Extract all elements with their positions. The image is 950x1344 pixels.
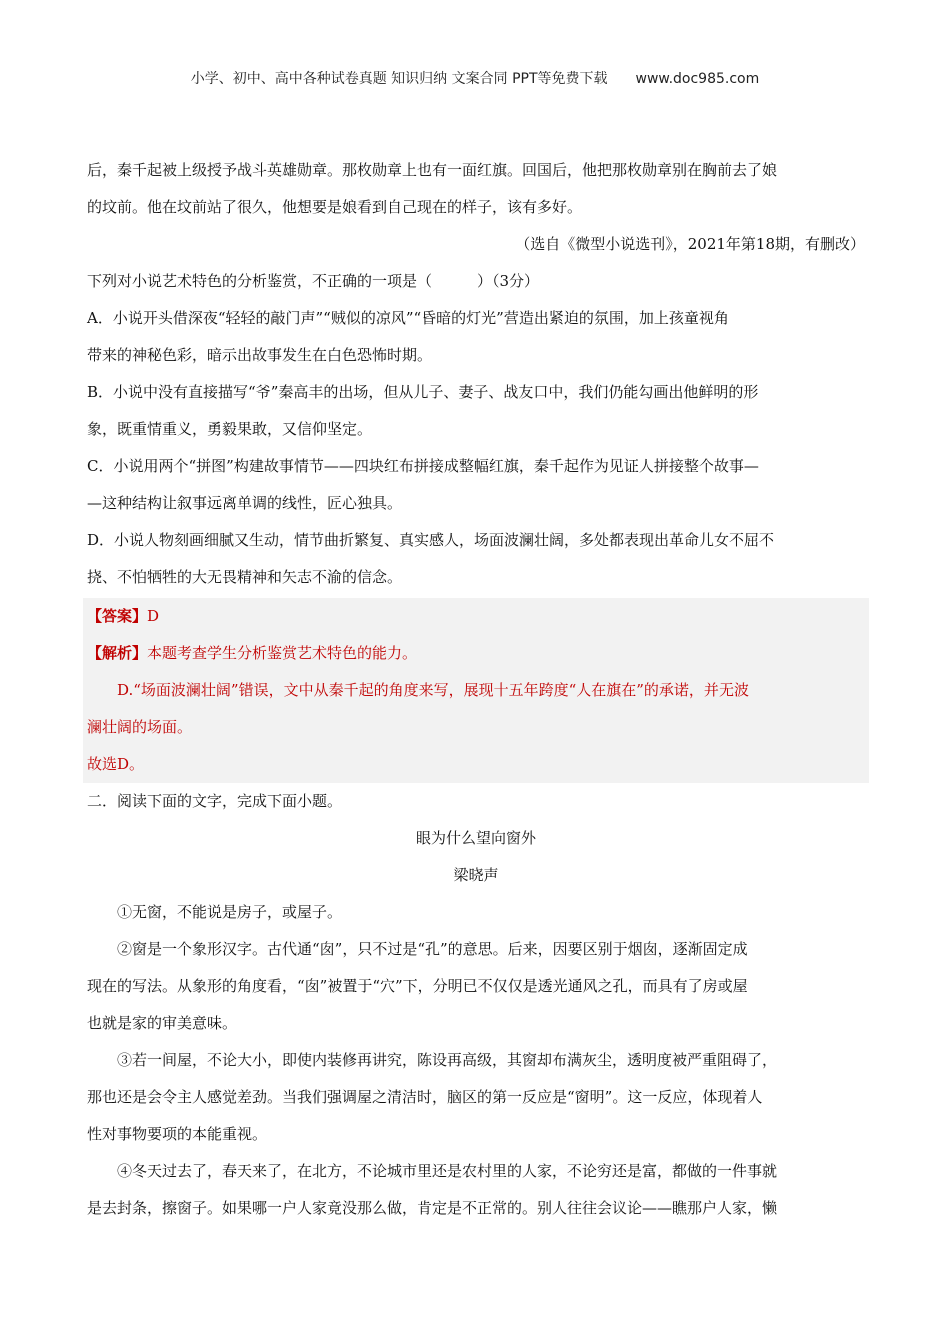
option-line: B．小说中没有直接描写“爷”秦高丰的出场，但从儿子、妻子、战友口中，我们仍能勾画出他鲜明的形 — [87, 383, 759, 401]
passage-line: 的坟前。他在坟前站了很久，他想要是娘看到自己现在的样子，该有多好。 — [87, 198, 583, 216]
passage-line: 后，秦千起被上级授予战斗英雄勋章。那枚勋章上也有一面红旗。回国后，他把那枚勋章别在胸前去了娘 — [87, 161, 778, 179]
option-line: D．小说人物刻画细腻又生动，情节曲折繁复、真实感人，场面波澜壮阔，多处都表现出革命儿女不屈不 — [87, 531, 775, 549]
option-line: 象，既重情重义，勇毅果敢，又信仰坚定。 — [87, 420, 373, 438]
answer-line — [87, 598, 865, 635]
section-heading: 二．阅读下面的文字，完成下面小题。 — [87, 792, 343, 810]
article-line: 现在的写法。从象形的角度看，“囱”被置于“穴”下，分明已不仅仅是透光通风之孔，而具有了房或屋 — [87, 977, 748, 995]
option-line: C．小说用两个“拼图”构建故事情节——四块红布拼接成整幅红旗，秦千起作为见证人拼接整个故事— — [87, 457, 759, 475]
header-url[interactable]: www.doc985.com — [635, 71, 760, 87]
option-line: —这种结构让叙事远离单调的线性，匠心独具。 — [87, 494, 403, 512]
answer-tag: 【答案】 — [87, 607, 148, 625]
article-paragraph-4: ④冬天过去了，春天来了，在北方，不论城市里还是农村里的人家，不论穷还是富，都做的一件事就 — [117, 1162, 778, 1180]
article-line: 是去封条，擦窗子。如果哪一户人家竟没那么做，肯定是不正常的。别人往往会议论——瞧那户人家，懒 — [87, 1199, 778, 1217]
option-d — [87, 522, 865, 596]
source-citation: （选自《微型小说选刊》，2021年第18期，有删改） — [515, 235, 865, 253]
analysis-tag: 【解析】 — [87, 644, 148, 662]
document-body — [87, 152, 865, 1227]
article-line: 那也还是会令主人感觉差劲。当我们强调屋之清洁时，脑区的第一反应是“窗明”。这一反应，体现着人 — [87, 1088, 763, 1106]
option-line: A．小说开头借深夜“轻轻的敲门声”“贼似的凉风”“昏暗的灯光”营造出紧迫的氛围，加上孩童视角 — [87, 309, 729, 327]
article-paragraph-1: ①无窗，不能说是房子，或屋子。 — [117, 903, 343, 921]
article-line: 也就是家的审美意味。 — [87, 1014, 238, 1032]
article-paragraph-2: ②窗是一个象形汉字。古代通“囱”，只不过是“孔”的意思。后来，因要区别于烟囱，逐渐固定成 — [117, 940, 748, 958]
question-stem: 下列对小说艺术特色的分析鉴赏，不正确的一项是（ ）（3分） — [87, 272, 540, 290]
option-line: 带来的神秘色彩，暗示出故事发生在白色恐怖时期。 — [87, 346, 433, 364]
option-a — [87, 300, 865, 374]
analysis-detail: 澜壮阔的场面。 — [87, 718, 193, 736]
answer-value: D — [147, 607, 160, 625]
header-text: 小学、初中、高中各种试卷真题 知识归纳 文案合同 PPT等免费下载 — [190, 71, 608, 87]
analysis-detail: D.“场面波澜壮阔”错误，文中从秦千起的角度来写，展现十五年跨度“人在旗在”的承诺，并无波 — [117, 681, 749, 699]
article-line: 性对事物要项的本能重视。 — [87, 1125, 268, 1143]
article-paragraph-3: ③若一间屋，不论大小，即使内装修再讲究，陈设再高级，其窗却布满灰尘，透明度被严重阻碍了， — [117, 1051, 778, 1069]
option-b — [87, 374, 865, 448]
option-c — [87, 448, 865, 522]
page-header — [0, 68, 950, 88]
answer-box — [83, 598, 869, 783]
article-title: 眼为什么望向窗外 — [415, 829, 536, 847]
analysis-text: 本题考查学生分析鉴赏艺术特色的能力。 — [147, 644, 418, 662]
analysis-line — [87, 635, 865, 672]
article-author: 梁晓声 — [453, 866, 499, 884]
option-line: 挠、不怕牺牲的大无畏精神和矢志不渝的信念。 — [87, 568, 403, 586]
answer-conclusion: 故选D。 — [87, 755, 145, 773]
